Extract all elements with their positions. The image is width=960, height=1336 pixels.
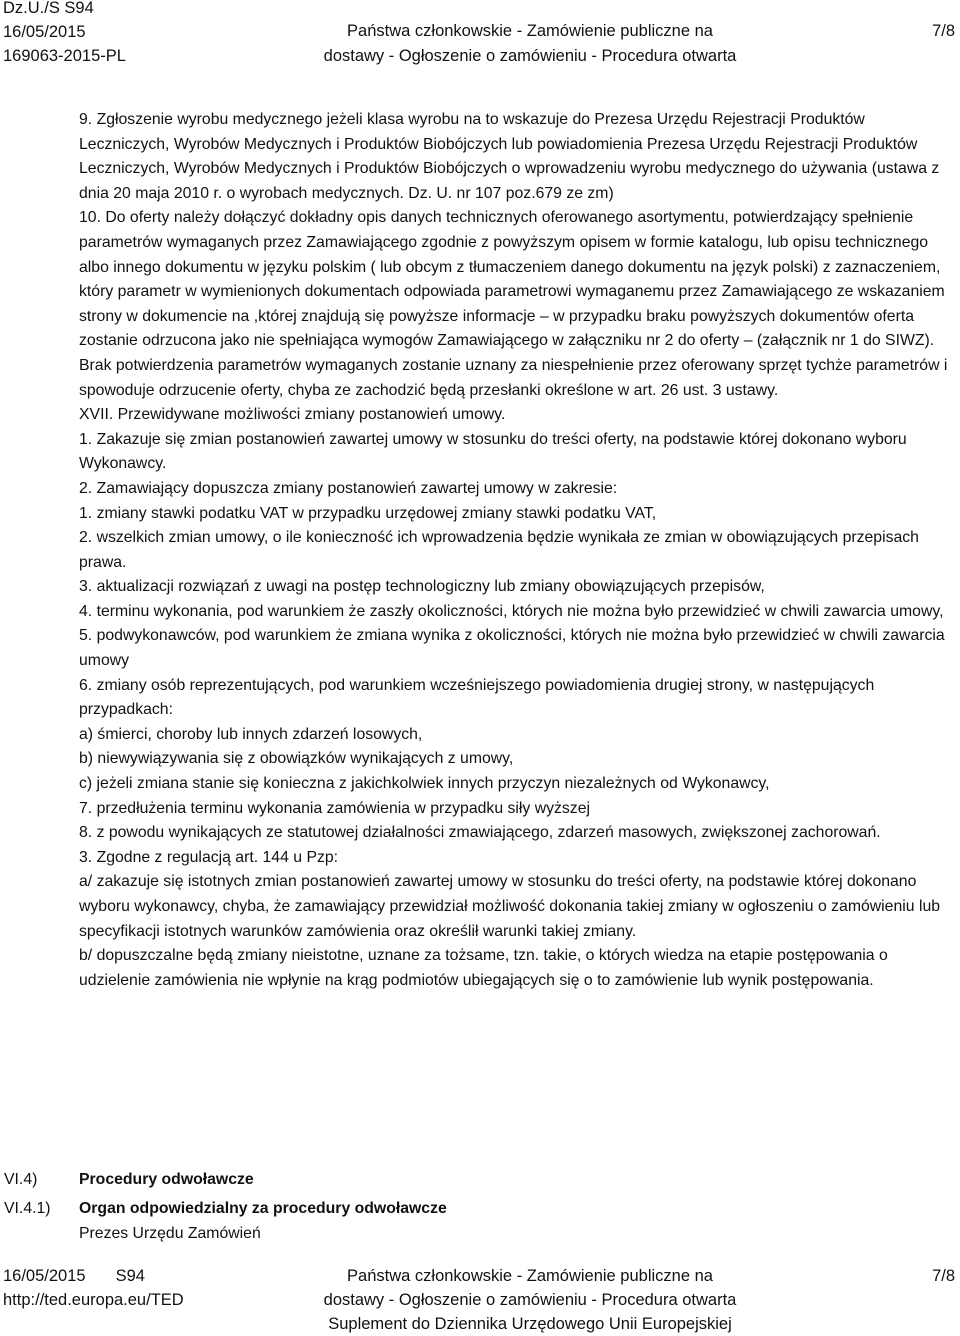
footer-title-line-3: Suplement do Dziennika Urzędowego Unii Europejskiej (328, 1315, 732, 1333)
section-number: VI.4) (4, 1171, 38, 1188)
paragraph: 3. Zgodne z regulacją art. 144 u Pzp: (79, 848, 339, 866)
paragraph: 2. wszelkich zmian umowy, o ile konieczność ich wprowadzenia będzie wynikała ze zmian w obowiązujących przepisach prawa. (79, 529, 919, 571)
footer-url: http://ted.europa.eu/TED (3, 1291, 184, 1309)
section-text: Prezes Urzędu Zamówień (79, 1225, 261, 1242)
footer-title (300, 1264, 760, 1336)
footer-title-line-2: dostawy - Ogłoszenie o zamówieniu - Procedura otwarta (323, 1291, 737, 1309)
paragraph: 2. Zamawiający dopuszcza zmiany postanowień zawartej umowy w zakresie: (79, 479, 618, 497)
paragraph: 10. Do oferty należy dołączyć dokładny opis danych technicznych oferowanego asortymentu, potwierdzający spełnienie parametrów wymaganych przez Zamawiającego zgodnie z powyższym opisem w formie katalogu, lub opisu technicznego albo innego dokumentu w języku polskim ( lub obcym z tłumaczeniem danego dokumentu na język polski) z zaznaczeniem, który parametr w wymienionych dokumentach odpowiada parametrowi wymaganemu przez Zamawiającego ze wskazaniem strony w dokumencie na ,której znajdują się powyższe informacje – w przypadku braku powyższych dokumentów oferta zostanie odrzucona jako nie spełniająca wymogów Zamawiającego w załączniku nr 2 do oferty – (załącznik nr 1 do SIWZ). Brak potwierdzenia parametrów wymaganych zostanie uznany za niespełnienie przez oferowany sprzęt tychże parametrów i spowoduje odrzucenie oferty, chyba ze zachodzić będą przesłanki określone w art. 26 ust. 3 ustawy. (79, 209, 948, 399)
paragraph: 5. podwykonawców, pod warunkiem że zmiana wynika z okoliczności, których nie można było przewidzieć w chwili zawarcia umowy (79, 627, 945, 670)
section-title: Procedury odwoławcze (79, 1171, 254, 1188)
page-header (0, 0, 960, 70)
paragraph: c) jeżeli zmiana stanie się konieczna z jakichkolwiek innych przyczyn niezależnych od Wykonawcy, (79, 775, 770, 793)
section-number: VI.4.1) (4, 1200, 51, 1217)
paragraph: 6. zmiany osób reprezentujących, pod warunkiem wcześniejszego powiadomienia drugiej strony, w następujących przypadkach: (79, 676, 875, 719)
paragraph: a) śmierci, choroby lub innych zdarzeń losowych, (79, 725, 423, 743)
journal-reference: Dz.U./S S94 (3, 0, 94, 17)
header-title (300, 19, 760, 69)
footer-series: S94 (115, 1267, 145, 1285)
header-title-line-2: dostawy - Ogłoszenie o zamówieniu - Procedura otwarta (323, 47, 737, 65)
header-left (3, 0, 126, 68)
notice-reference: 169063-2015-PL (3, 47, 126, 65)
paragraph: 4. terminu wykonania, pod warunkiem że zaszły okoliczności, których nie można było przewidzieć w chwili zawarcia umowy, (79, 602, 944, 620)
footer-date: 16/05/2015 (3, 1267, 86, 1285)
paragraph: 9. Zgłoszenie wyrobu medycznego jeżeli klasa wyrobu na to wskazuje do Prezesa Urzędu Rejestracji Produktów Leczniczych, Wyrobów Medycznych i Produktów Biobójczych lub powiadomienia Prezesa Urzędu Rejestracji Produktów Leczniczych, Wyrobów Medycznych i Produktów Biobójczych o wprowadzeniu wyrobu medycznego do używania (ustawa z dnia 20 maja 2010 r. o wyrobach medycznych. Dz. U. nr 107 poz.679 ze zm) (79, 111, 940, 202)
paragraph: XVII. Przewidywane możliwości zmiany postanowień umowy. (79, 406, 506, 424)
paragraph: 1. zmiany stawki podatku VAT w przypadku urzędowej zmiany stawki podatku VAT, (79, 504, 657, 522)
paragraph: b) niewywiązywania się z obowiązków wynikających z umowy, (79, 750, 514, 768)
section-title: Organ odpowiedzialny za procedury odwoławcze (79, 1200, 447, 1217)
paragraph: 3. aktualizacji rozwiązań z uwagi na postęp technologiczny lub zmiany obowiązujących przepisów, (79, 578, 765, 596)
paragraph: b/ dopuszczalne będą zmiany nieistotne, uznane za tożsame, tzn. takie, o których wiedza na etapie postępowania o udzielenie zamówienia nie wpłynie na krąg podmiotów ubiegających się o to zamówienie lub wynik postępowania. (79, 947, 888, 989)
main-content (79, 108, 949, 993)
paragraph: 1. Zakazuje się zmian postanowień zawartej umowy w stosunku do treści oferty, na podstawie której dokonano wyboru Wykonawcy. (79, 430, 907, 473)
header-date: 16/05/2015 (3, 23, 86, 41)
header-page-number: 7/8 (932, 22, 955, 40)
footer-left (3, 1264, 184, 1312)
paragraph: 7. przedłużenia terminu wykonania zamówienia w przypadku siły wyższej (79, 799, 590, 817)
paragraph: 8. z powodu wynikających ze statutowej działalności zmawiającego, zdarzeń masowych, zwiększonej zachorowań. (79, 824, 881, 842)
footer-page-number: 7/8 (932, 1267, 955, 1285)
footer-title-line-1: Państwa członkowskie - Zamówienie publiczne na (347, 1267, 713, 1285)
paragraph: a/ zakazuje się istotnych zmian postanowień zawartej umowy w stosunku do treści oferty, na podstawie której dokonano wyboru wykonawcy, chyba, że zamawiający przewidział możliwość dokonania takiej zmiany w ogłoszeniu o zamówieniu lub specyfikacji istotnych warunków zamówienia oraz określił warunki takiej zmiany. (79, 873, 941, 940)
page-footer (0, 1264, 960, 1334)
header-title-line-1: Państwa członkowskie - Zamówienie publiczne na (347, 22, 713, 40)
